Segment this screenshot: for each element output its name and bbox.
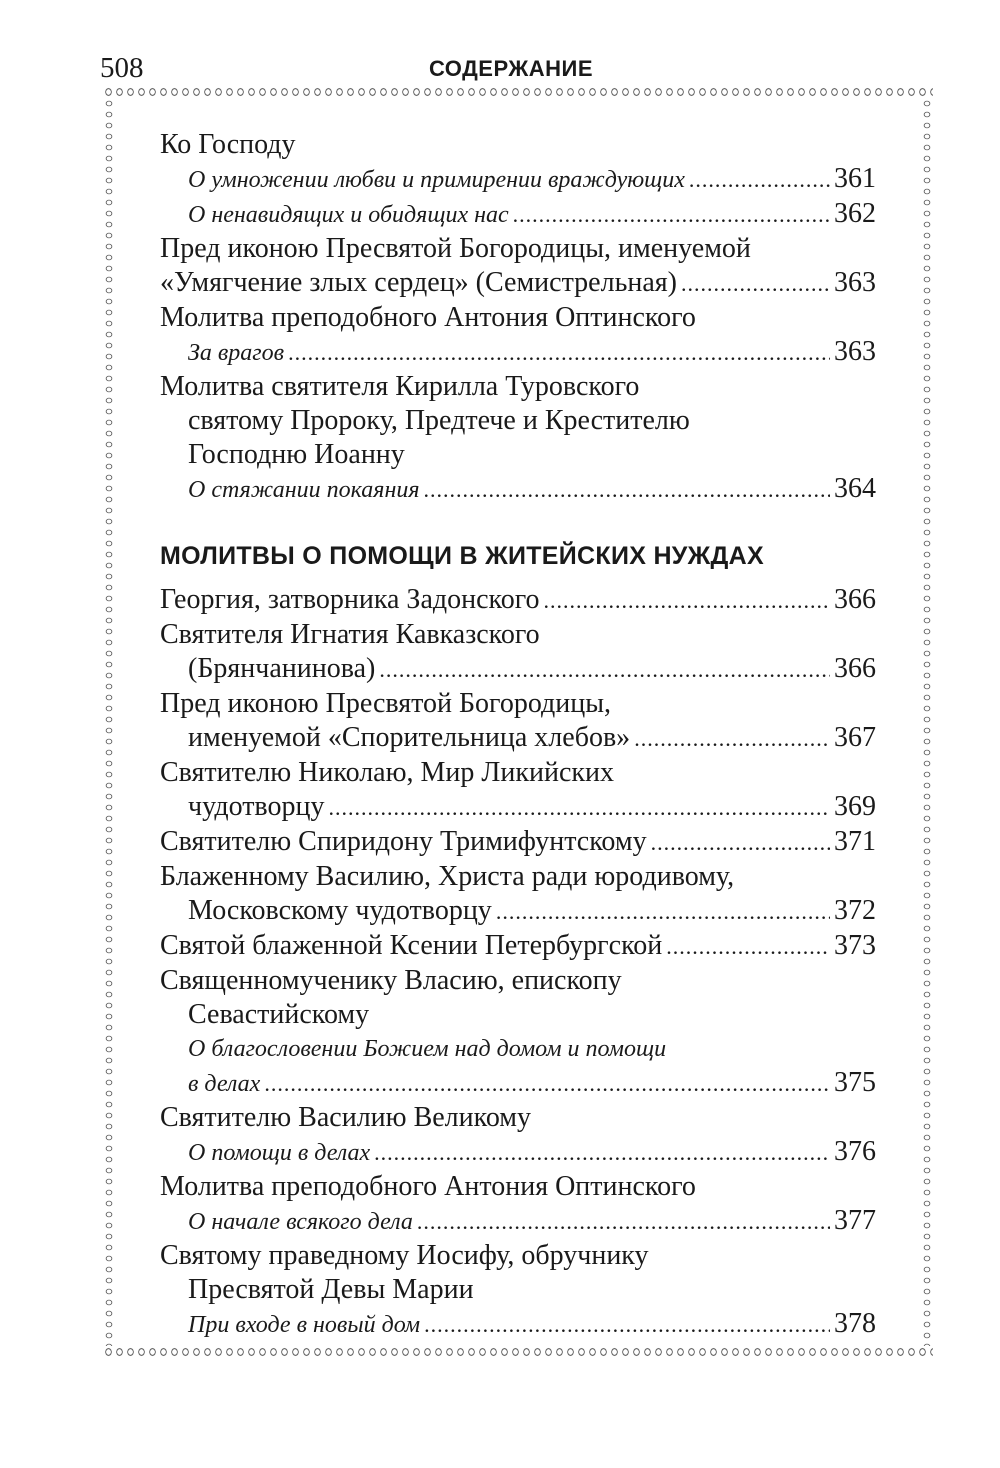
dot-leader <box>689 163 830 197</box>
frame-chain-right <box>921 98 933 1346</box>
toc-entry <box>160 618 876 687</box>
page-ref: 371 <box>834 826 876 857</box>
toc-entry-title: Пред иконою Пресвятой Богородицы, именуемой <box>160 233 751 264</box>
page-ref: 372 <box>834 895 876 926</box>
page-ref: 366 <box>834 584 876 615</box>
toc-entry-title-cont: Пресвятой Девы Марии <box>188 1274 474 1305</box>
toc-entry <box>160 583 876 618</box>
toc-entry-title-cont: Севастийскому <box>188 999 370 1030</box>
toc-entry-title-cont <box>160 721 876 756</box>
dot-leader <box>651 826 830 860</box>
toc-subentry <box>160 1307 876 1342</box>
toc-subentry-text: в делах <box>188 1071 261 1097</box>
toc-entry-title <box>160 929 876 964</box>
dot-leader <box>513 198 830 232</box>
frame-chain-bottom <box>103 1346 933 1358</box>
toc-subentry-text: О ненавидящих и обидящих нас <box>188 202 509 228</box>
toc-entry-text: Георгия, затворника Задонского <box>160 584 540 615</box>
toc-entry <box>160 370 876 507</box>
dot-leader <box>634 722 830 756</box>
page-ref: 367 <box>834 722 876 753</box>
toc-entry-title: Святителю Василию Великому <box>160 1102 531 1133</box>
toc-entry-text: именуемой «Спорительница хлебов» <box>188 722 631 753</box>
toc-entry-title: Блаженному Василию, Христа ради юродивому, <box>160 861 735 892</box>
dot-leader <box>424 473 830 507</box>
page-ref: 369 <box>834 791 876 822</box>
toc-entry-title: Священномученику Власию, епископу <box>160 965 622 996</box>
page-ref: 375 <box>834 1067 876 1098</box>
toc-entry <box>160 301 876 370</box>
toc-entry-title-cont: святому Пророку, Предтече и Крестителю <box>188 405 690 436</box>
toc-subentry-text: При входе в новый дом <box>188 1312 421 1338</box>
toc-entry <box>160 128 876 232</box>
toc-entry <box>160 964 876 1101</box>
dot-leader <box>374 1136 830 1170</box>
toc-entry <box>160 929 876 964</box>
toc-entry-title-cont <box>160 790 876 825</box>
toc-entry-title-cont: Господню Иоанну <box>188 439 405 470</box>
toc-entry-title <box>160 583 876 618</box>
toc-entry-title-cont <box>160 894 876 929</box>
toc-entry <box>160 1101 876 1170</box>
page-ref: 373 <box>834 930 876 961</box>
toc-entry <box>160 756 876 825</box>
toc-subentry <box>160 162 876 197</box>
page-ref: 363 <box>834 267 876 298</box>
toc-entry-title: Молитва святителя Кирилла Туровского <box>160 371 640 402</box>
toc-entry-title: Ко Господу <box>160 129 296 160</box>
toc-subentry-text: О благословении Божием над домом и помощи <box>188 1036 667 1062</box>
toc-entry <box>160 860 876 929</box>
dot-leader <box>496 895 830 929</box>
dot-leader <box>544 584 830 618</box>
toc-content <box>160 128 876 1342</box>
toc-subentry <box>160 472 876 507</box>
toc-subentry <box>160 1066 876 1101</box>
running-title: СОДЕРЖАНИЕ <box>428 56 594 81</box>
toc-entry-title: Святителя Игнатия Кавказского <box>160 619 540 650</box>
toc-entry <box>160 1170 876 1239</box>
toc-subentry <box>160 197 876 232</box>
dot-leader <box>681 267 830 301</box>
toc-entry <box>160 232 876 301</box>
page-ref: 366 <box>834 653 876 684</box>
toc-subentry-text: О помощи в делах <box>188 1140 371 1166</box>
toc-subentry <box>160 1135 876 1170</box>
toc-entry-text: чудотворцу <box>188 791 325 822</box>
page-ref: 364 <box>834 473 876 504</box>
frame-chain-left <box>103 98 115 1346</box>
toc-entry-title: Пред иконою Пресвятой Богородицы, <box>160 688 612 719</box>
toc-subentry <box>160 335 876 370</box>
toc-subentry <box>160 1204 876 1239</box>
dot-leader <box>288 336 830 370</box>
toc-entry-text: Святой блаженной Ксении Петербургской <box>160 930 663 961</box>
page-ref: 363 <box>834 336 876 367</box>
page-ref: 376 <box>834 1136 876 1167</box>
page-ref: 361 <box>834 163 876 194</box>
page-number: 508 <box>100 52 144 84</box>
toc-entry-title <box>160 825 876 860</box>
toc-subentry-text: За врагов <box>188 340 285 366</box>
toc-entry-title-cont <box>160 266 876 301</box>
toc-entry-text: (Брянчанинова) <box>188 653 376 684</box>
dot-leader <box>666 930 830 964</box>
page-ref: 377 <box>834 1205 876 1236</box>
toc-entry-text: Московскому чудотворцу <box>188 895 492 926</box>
section-heading: МОЛИТВЫ О ПОМОЩИ В ЖИТЕЙСКИХ НУЖДАХ <box>160 542 764 570</box>
dot-leader <box>417 1205 830 1239</box>
dot-leader <box>264 1067 830 1101</box>
toc-entry-text: Святителю Спиридону Тримифунтскому <box>160 826 647 857</box>
toc-entry-title: Святому праведному Иосифу, обручнику <box>160 1240 649 1271</box>
toc-entry-title: Молитва преподобного Антония Оптинского <box>160 1171 696 1202</box>
toc-subentry-text: О начале всякого дела <box>188 1209 413 1235</box>
toc-entry-title-cont <box>160 652 876 687</box>
toc-entry <box>160 687 876 756</box>
toc-entry-title: Святителю Николаю, Мир Ликийских <box>160 757 614 788</box>
dot-leader <box>424 1308 830 1342</box>
toc-entry-text: «Умягчение злых сердец» (Семистрельная) <box>160 267 677 298</box>
toc-entry <box>160 1239 876 1342</box>
toc-subentry-text: О стяжании покаяния <box>188 477 420 503</box>
page-ref: 362 <box>834 198 876 229</box>
toc-subentry-text: О умножении любви и примирении враждующих <box>188 167 685 193</box>
toc-entry <box>160 825 876 860</box>
page-ref: 378 <box>834 1308 876 1339</box>
toc-entry-title: Молитва преподобного Антония Оптинского <box>160 302 696 333</box>
dot-leader <box>379 653 830 687</box>
frame-chain-top <box>103 86 933 98</box>
dot-leader <box>328 791 830 825</box>
